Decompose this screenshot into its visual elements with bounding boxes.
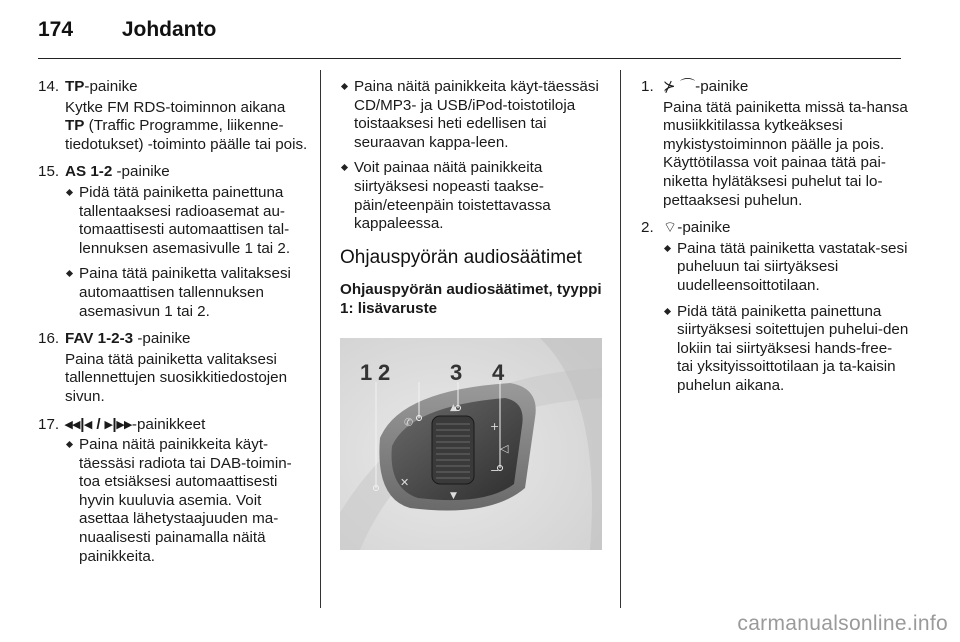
column-divider-right	[620, 70, 621, 608]
phone-icon: ⌔	[663, 219, 678, 237]
svg-text:▲: ▲	[450, 403, 457, 413]
bullet-text: Paina tätä painiketta valitaksesi automaattisen tallennuksen asemasivun 1 tai 2.	[65, 265, 308, 321]
list-item-2	[641, 219, 909, 395]
item-suffix: -painike	[84, 78, 138, 95]
callout-label-3: 3	[450, 360, 463, 385]
bullet-text: Pidä tätä painiketta painettuna siirtyäksesi soitettujen puhelui-den lokiin tai siirtyäksesi hands-free- tai yksityissoittotilaan ja ta-kaisin puhelun aikana.	[663, 303, 909, 396]
item-number: 1.	[641, 78, 654, 95]
item-text: Paina tätä painiketta valitaksesi tallennettujen suosikkitiedostojen sivun.	[65, 350, 288, 405]
item-number: 2.	[641, 219, 654, 237]
svg-text:◁: ◁	[500, 442, 509, 455]
item-number: 16.	[38, 330, 60, 348]
header-rule	[38, 58, 901, 59]
callout-label-4: 4	[492, 360, 505, 385]
column-divider-left	[320, 70, 321, 608]
steering-wheel-controls-image	[340, 338, 602, 550]
svg-text:▼: ▼	[450, 491, 457, 501]
mute-end-call-icon: ⊁ ⌒	[663, 78, 696, 95]
item-label: TP	[65, 78, 85, 95]
list-item-15	[38, 163, 308, 321]
column-2	[340, 78, 605, 319]
list-item-16	[38, 330, 308, 406]
item-number: 15.	[38, 163, 60, 181]
bullet-text: Voit painaa näitä painikkeita siirtyäksesi nopeasti taakse-päin/eteenpäin toistettavassa kappaleessa.	[340, 159, 605, 233]
bullet-text: Paina näitä painikkeita käyt-täessäsi radiota tai DAB-toimin-toa etsiäksesi automaattisesti hyvin kuuluvia asemia. Voit asettaa lähetystaajuuden ma-nuaalisesti painamalla näitä painikkeita.	[65, 436, 308, 566]
bullet-text: Paina tätä painiketta vastatak-sesi puheluun tai siirtyäksesi uudelleensoittotilaan.	[663, 240, 909, 296]
bullet-text: Paina näitä painikkeita käyt-täessäsi CD/MP3- ja USB/iPod-toistotiloja toistaaksesi heti edellisen tai seuraavan kappa-leen.	[340, 78, 605, 152]
column-1	[38, 78, 308, 575]
item-text: Kytke FM RDS-toiminnon aikana TP (Traffic Programme, liikenne-tiedotukset) -toiminto päälle tai pois.	[65, 98, 308, 153]
seek-icons: ◂◂|◂ / ▸|▸▸	[65, 415, 132, 433]
callout-label-1: 1	[360, 360, 373, 385]
watermark: carmanualsonline.info	[737, 612, 948, 635]
item-suffix: -painike	[695, 78, 749, 95]
svg-text:✕: ✕	[400, 476, 410, 489]
item-label: AS 1-2	[65, 163, 113, 181]
svg-text:+: +	[490, 420, 500, 433]
page-title: Johdanto	[121, 18, 217, 41]
svg-text:−: −	[490, 464, 500, 477]
bullet-text: Pidä tätä painiketta painettuna tallentaaksesi radioasemat au-tomaattisesti automaattisen tal-lennuksen asemasivulle 1 tai 2.	[65, 184, 308, 258]
item-number: 17.	[38, 415, 60, 433]
page-number: 174	[38, 18, 74, 41]
list-item-14	[38, 78, 308, 154]
column-3	[641, 78, 909, 405]
item-label: FAV 1-2-3	[65, 330, 134, 348]
item-text: Paina tätä painiketta missä ta-hansa musiikkitilassa kytkeäksesi mykistystoiminnon päälle ja pois. Käyttötilassa voit painaa tätä pai-niketta hylätäksesi puhelut tai lo-pettaaksesi puhelun.	[663, 98, 908, 209]
item-suffix: -painike	[112, 163, 170, 181]
list-item-1	[641, 78, 909, 210]
item-suffix: -painikkeet	[131, 415, 206, 433]
list-item-17	[38, 416, 308, 567]
svg-text:✆: ✆	[404, 416, 414, 429]
section-subheading: Ohjauspyörän audiosäätimet, tyyppi 1: lisävaruste	[340, 281, 602, 317]
section-heading: Ohjauspyörän audiosäätimet	[340, 246, 582, 268]
item-suffix: -painike	[133, 330, 191, 348]
callout-label-2: 2	[378, 360, 391, 385]
item-suffix: -painike	[677, 219, 731, 237]
item-number: 14.	[38, 78, 60, 95]
page-header	[38, 18, 216, 42]
